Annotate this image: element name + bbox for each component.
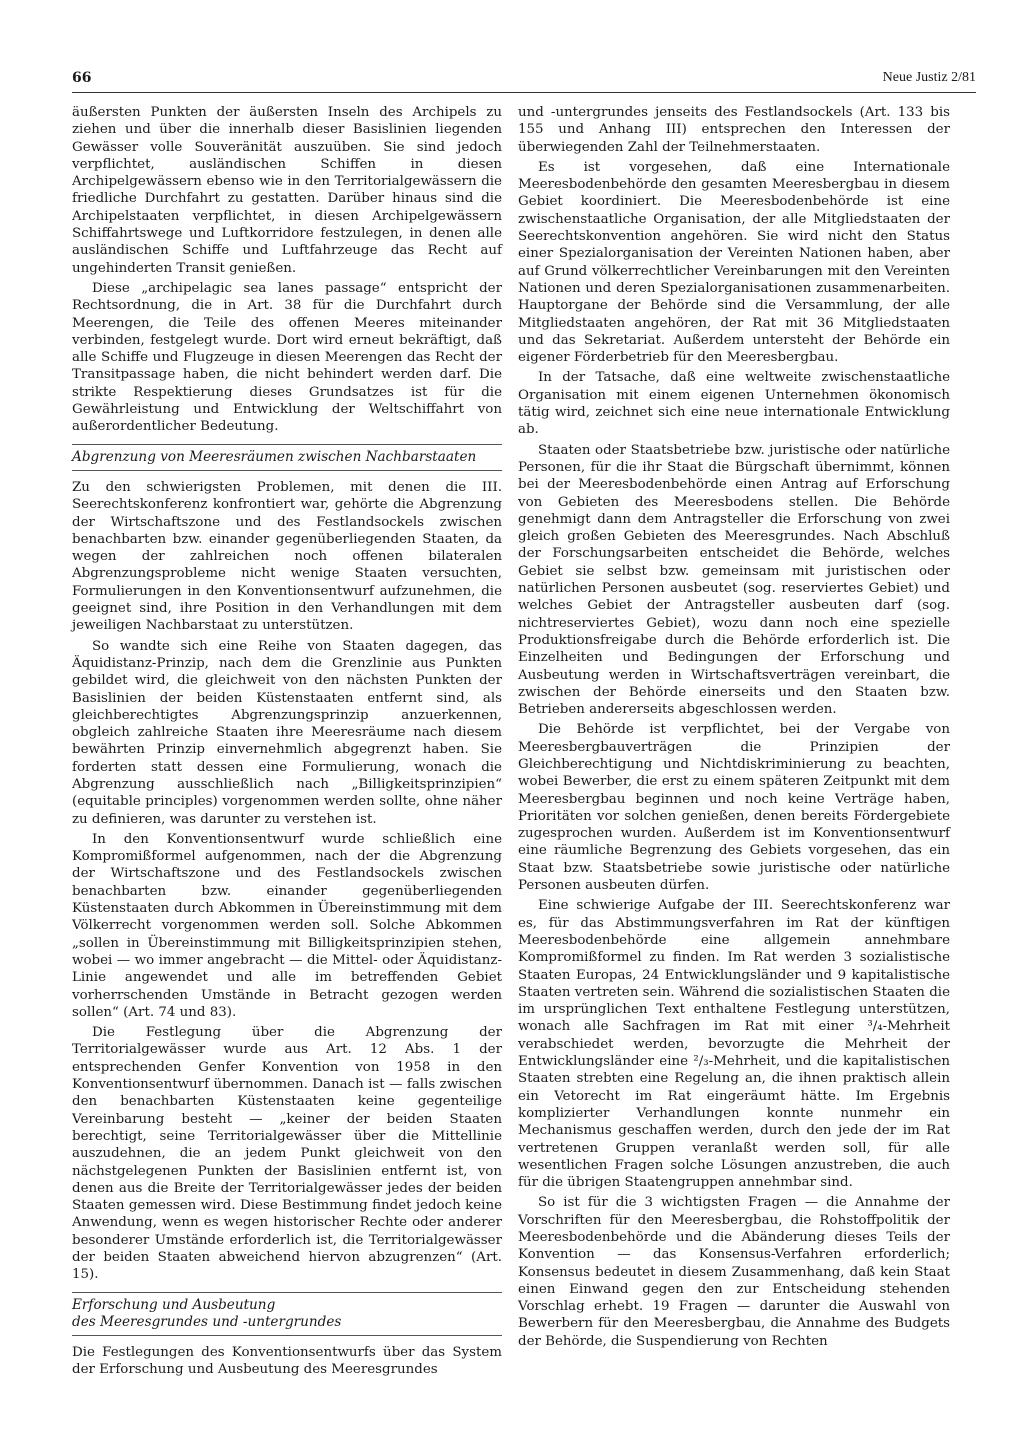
page-number: 66	[72, 70, 92, 86]
section-heading	[72, 1292, 502, 1337]
paragraph: Zu den schwierigsten Problemen, mit denen die III. Seerechtskonferenz konfrontiert war, gehörte die Abgrenzung der Wirtschaftszone und des Festlandsockels zwischen benachbarten bzw. einander gegenüberliegenden Staaten, da wegen der zahlreichen noch offenen bilateralen Abgrenzungsprobleme nicht wenige Staaten versuchten, Formulierungen in den Konventionsentwurf aufzunehmen, die geeignet sind, ihre Position in den Verhandlungen mit dem jeweiligen Nachbarstaat zu unterstützen.	[72, 479, 502, 634]
page-header	[72, 70, 976, 93]
section-heading-line: des Meeresgrundes und -untergrundes	[72, 1313, 342, 1330]
paragraph: und -untergrundes jenseits des Festlandsockels (Art. 133 bis 155 und Anhang III) entsprechen den Interessen der überwiegenden Zahl der Teilnehmerstaaten.	[518, 105, 950, 155]
right-column	[518, 104, 950, 1350]
paragraph: So ist für die 3 wichtigsten Fragen — die Annahme der Vorschriften für den Meeresbergbau, die Rohstoffpolitik der Meeresbodenbehörde und die Abänderung dieses Teils der Konvention — das Konsensus-Verfahren erforderlich; Konsensus bedeutet in diesem Zusammenhang, daß kein Staat einen Einwand gegen den zur Entscheidung stehenden Vorschlag erhebt. 19 Fragen — darunter die Auswahl von Bewerbern für den Meeresbergbau, die Annahme des Budgets der Behörde, die Suspendierung von Rechten	[518, 1195, 950, 1349]
paragraph: So wandte sich eine Reihe von Staaten dagegen, das Äquidistanz-Prinzip, nach dem die Grenzlinie aus Punkten gebildet wird, die gleichweit von den nächsten Punkten der Basislinien der beiden Küstenstaaten entfernt sind, als gleichberechtigtes Abgrenzungsprinzip anzuerkennen, obgleich zahlreiche Staaten ihre Meeresräume nach diesem bewährten Prinzip einvernehmlich abgegrenzt haben. Sie forderten statt dessen eine Formulierung, wonach die Abgrenzung ausschließlich nach „Billigkeitsprinzipien“ (equitable principles) vorgenommen werden sollte, ohne näher zu definieren, was darunter zu verstehen ist.	[72, 638, 502, 827]
paragraph: äußersten Punkten der äußersten Inseln des Archipels zu ziehen und über die innerhalb dieser Basislinien liegenden Gewässer volle Souveränität auszuüben. Sie sind jedoch verpflichtet, ausländischen Schiffen in diesen Archipelgewässern ebenso wie in den Territorialgewässern die friedliche Durchfahrt zu gestatten. Darüber hinaus sind die Archipelstaaten verpflichtet, in diesen Archipelgewässern Schiffahrtswege und Luftkorridore festzulegen, in denen alle ausländischen Schiffe und Luftfahrzeuge das Recht auf ungehinderten Transit genießen.	[72, 105, 502, 276]
journal-issue: Neue Justiz 2/81	[882, 70, 976, 85]
section-heading-text: Abgrenzung von Meeresräumen zwischen Nachbarstaaten	[72, 448, 477, 465]
paragraph: Die Festlegungen des Konventionsentwurfs über das System der Erforschung und Ausbeutung des Meeresgrundes	[72, 1345, 502, 1378]
paragraph: Die Festlegung über die Abgrenzung der Territorialgewässer wurde aus Art. 12 Abs. 1 der entsprechenden Genfer Konvention von 1958 in den Konventionsentwurf übernommen. Danach ist — falls zwischen den benachbarten Küstenstaaten keine gegenteilige Vereinbarung besteht — „keiner der beiden Staaten berechtigt, seine Territorialgewässer über die Mittellinie auszudehnen, die an jedem Punkt gleichweit von den nächstgelegenen Punkten der Basislinien entfernt ist, von denen aus die Breite der Territorialgewässer jedes der beiden Staaten gemessen wird. Diese Bestimmung findet jedoch keine Anwendung, wenn es wegen historischer Rechte oder anderer besonderer Umstände erforderlich ist, die Territorialgewässer der beiden Staaten abweichend hiervon abzugrenzen“ (Art. 15).	[72, 1025, 502, 1283]
paragraph: Diese „archipelagic sea lanes passage“ entspricht der Rechtsordnung, die in Art. 38 für die Durchfahrt durch Meerengen, die Teile des offenen Meeres miteinander verbinden, festgelegt wurde. Dort wird erneut bekräftigt, daß alle Schiffe und Flugzeuge in diesen Meerengen das Recht der Transitpassage haben, die nicht behindert werden darf. Die strikte Respektierung dieses Grundsatzes ist für die Gewährleistung und Entwicklung der Weltschiffahrt von außerordentlicher Bedeutung.	[72, 280, 502, 435]
section-heading-line: Erforschung und Ausbeutung	[72, 1296, 276, 1313]
section-heading	[72, 444, 502, 471]
left-column	[72, 104, 502, 1379]
paragraph: Eine schwierige Aufgabe der III. Seerechtskonferenz war es, für das Abstimmungsverfahren im Rat der künftigen Meeresbodenbehörde eine allgemein annehmbare Kompromißformel zu finden. Im Rat werden 3 sozialistische Staaten Europas, 24 Entwicklungsländer und 9 kapitalistische Staaten vertreten sein. Während die sozialistischen Staaten die im ursprünglichen Text enthaltene Festlegung unterstützen, wonach alle Sachfragen im Rat mit einer ³/₄-Mehrheit verabschiedet werden, bevorzugte die Mehrheit der Entwicklungsländer eine ²/₃-Mehrheit, und die kapitalistischen Staaten strebten eine Regelung an, die ihnen praktisch allein ein Vetorecht im Rat eingeräumt hätte. Im Ergebnis komplizierter Verhandlungen konnte nunmehr ein Mechanismus geschaffen werden, durch den jede der im Rat vertretenen Gruppen veranlaßt werden soll, für alle wesentlichen Fragen solche Lösungen anzustreben, die auch für die übrigen Staatengruppen annehmbar sind.	[518, 898, 950, 1191]
paragraph: In der Tatsache, daß eine weltweite zwischenstaatliche Organisation mit einem eigenen Unternehmen ökonomisch tätig wird, zeichnet sich eine neue internationale Entwicklung ab.	[518, 370, 950, 438]
paragraph: Staaten oder Staatsbetriebe bzw. juristische oder natürliche Personen, für die ihr Staat die Bürgschaft übernimmt, können bei der Meeresbodenbehörde einen Antrag auf Erforschung von Gebieten des Meeresbodens stellen. Die Behörde genehmigt dann dem Antragsteller die Erforschung von zwei gleich großen Gebieten des Meeresgrundes. Nach Abschluß der Forschungsarbeiten entscheidet die Behörde, welches Gebiet sie selbst bzw. gemeinsam mit juristischen oder natürlichen Personen ausbeutet (sog. reserviertes Gebiet) und welches Gebiet der Antragsteller ausbeuten darf (sog. nichtreserviertes Gebiet), wozu dann noch eine spezielle Produktionsfreigabe durch die Behörde erforderlich ist. Die Einzelheiten und Bedingungen der Erforschung und Ausbeutung werden in Wirtschaftsverträgen vereinbart, die zwischen der Behörde einerseits und den Staaten bzw. Betrieben andererseits abgeschlossen werden.	[518, 442, 950, 718]
paragraph: Es ist vorgesehen, daß eine Internationale Meeresbodenbehörde den gesamten Meeresbergbau in diesem Gebiet koordiniert. Die Meeresbodenbehörde ist eine zwischenstaatliche Organisation, der alle Mitgliedstaaten der Seerechtskonvention angehören. Sie wird nicht den Status einer Spezialorganisation der Vereinten Nationen haben, aber auf Grund völkerrechtlicher Vereinbarungen mit den Vereinten Nationen und deren Spezialorganisationen zusammenarbeiten. Hauptorgane der Behörde sind die Versammlung, der alle Mitgliedstaaten angehören, der Rat mit 36 Mitgliedstaaten und das Sekretariat. Außerdem untersteht der Behörde ein eigener Förderbetrieb für den Meeresbergbau.	[518, 159, 950, 366]
paragraph: In den Konventionsentwurf wurde schließlich eine Kompromißformel aufgenommen, nach der die Abgrenzung der Wirtschaftszone und des Festlandsockels zwischen benachbarten bzw. einander gegenüberliegenden Küstenstaaten durch Abkommen in Übereinstimmung mit dem Völkerrecht vorgenommen werden soll. Solche Abkommen „sollen in Übereinstimmung mit Billigkeitsprinzipien stehen, wobei — wo immer angebracht — die Mittel- oder Äquidistanz-Linie angewendet und alle im betreffenden Gebiet vorherrschenden Umstände in Betracht gezogen werden sollen“ (Art. 74 und 83).	[72, 831, 502, 1020]
paragraph: Die Behörde ist verpflichtet, bei der Vergabe von Meeresbergbauverträgen die Prinzipien der Gleichberechtigung und Nichtdiskriminierung zu beachten, wobei Bewerber, die erst zu einem späteren Zeitpunkt mit dem Meeresbergbau beginnen und noch keine Verträge haben, Prioritäten vor solchen genießen, denen bereits Fördergebiete zugesprochen wurden. Außerdem ist im Konventionsentwurf eine räumliche Begrenzung des Gebiets vorgesehen, das ein Staat bzw. Staatsbetriebe sowie juristische oder natürliche Personen ausbeuten dürfen.	[518, 722, 950, 894]
